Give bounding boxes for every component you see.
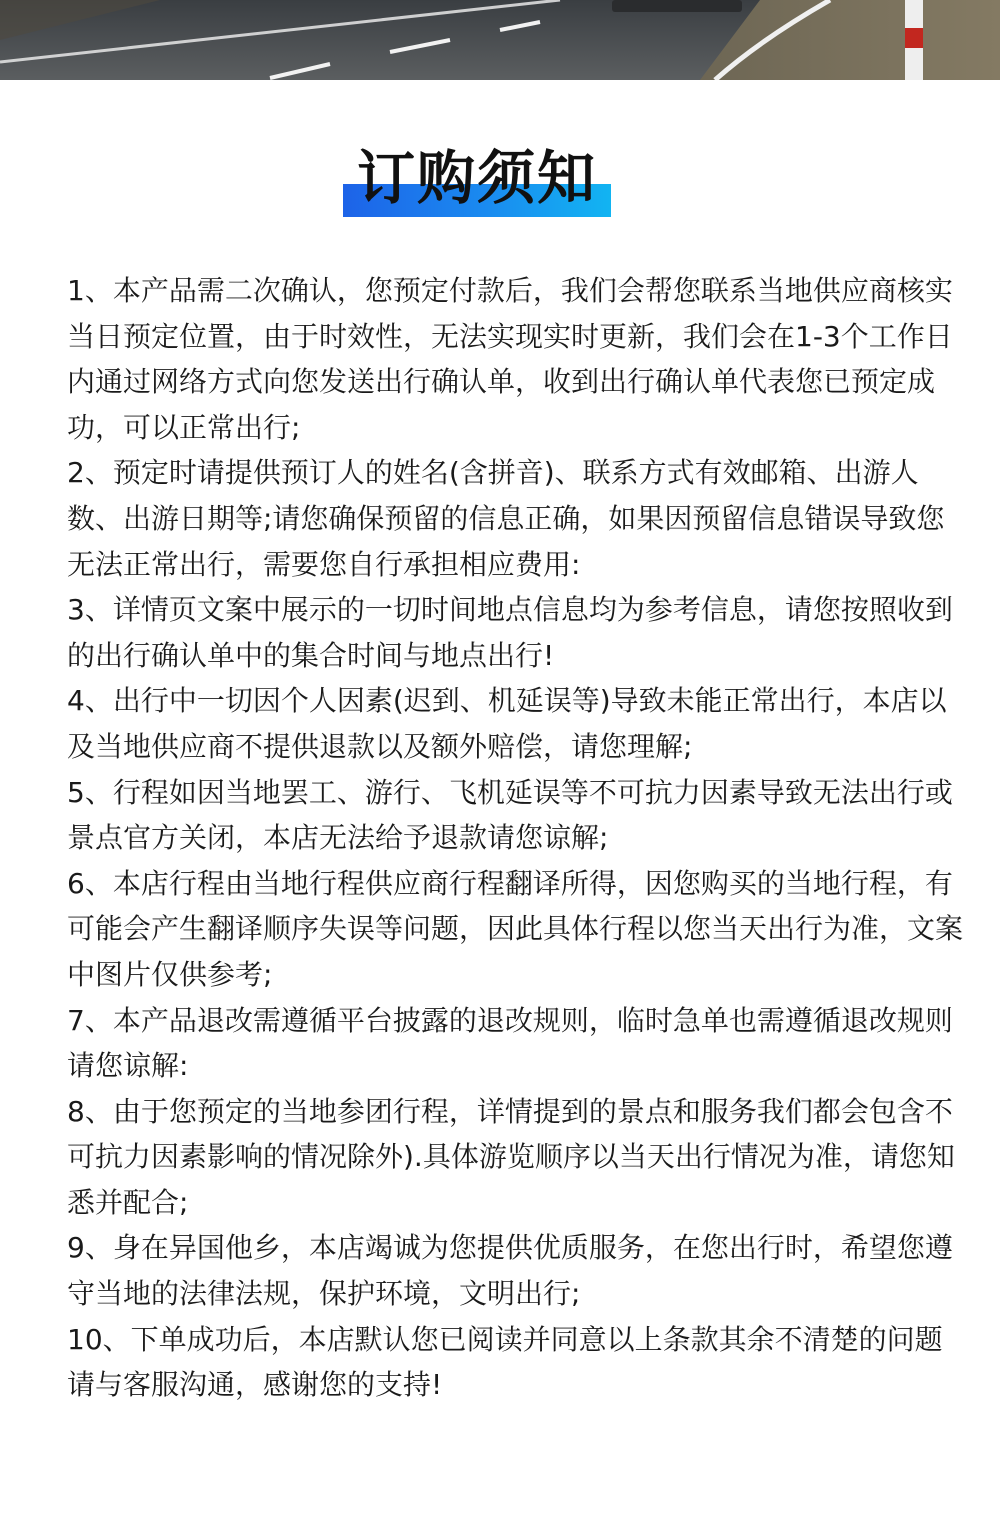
notice-item-1: 1、本产品需二次确认，您预定付款后，我们会帮您联系当地供应商核实当日预定位置，由于时效性，无法实现实时更新，我们会在1-3个工作日内通过网络方式向您发送出行确认单，收到出行确认单代表您已预定成功，可以正常出行; — [67, 274, 953, 444]
notice-item-9: 9、身在异国他乡，本店竭诚为您提供优质服务，在您出行时，希望您遵守当地的法律法规，保护环境，文明出行; — [67, 1231, 953, 1311]
road-banner-image — [0, 0, 1000, 80]
notice-item-4: 4、出行中一切因个人因素(迟到、机延误等)导致未能正常出行，本店以及当地供应商不提供退款以及额外赔偿，请您理解; — [67, 684, 947, 763]
notice-item-3: 3、详情页文案中展示的一切时间地点信息均为参考信息，请您按照收到的出行确认单中的集合时间与地点出行! — [67, 593, 953, 672]
section-heading — [0, 140, 1000, 220]
notice-item-8: 8、由于您预定的当地参团行程，详情提到的景点和服务我们都会包含不可抗力因素影响的情况除外).具体游览顺序以当天出行情况为准，请您知悉并配合; — [67, 1094, 955, 1219]
page-title: 订购须知 — [356, 144, 597, 212]
notice-item-7: 7、本产品退改需遵循平台披露的退改规则，临时急单也需遵循退改规则请您谅解: — [67, 1003, 953, 1083]
notice-list — [67, 268, 967, 1408]
notice-item-2: 2、预定时请提供预订人的姓名(含拼音)、联系方式有效邮箱、出游人数、出游日期等;请您确保预留的信息正确，如果因预留信息错误导致您无法正常出行，需要您自行承担相应费用: — [67, 456, 945, 581]
road-photo — [0, 0, 1000, 80]
notice-item-6: 6、本店行程由当地行程供应商行程翻译所得，因您购买的当地行程，有可能会产生翻译顺序失误等问题，因此具体行程以您当天出行为准，文案中图片仅供参考; — [67, 866, 964, 991]
notice-item-5: 5、行程如因当地罢工、游行、飞机延误等不可抗力因素导致无法出行或景点官方关闭，本店无法给予退款请您谅解; — [67, 775, 953, 855]
notice-item-10: 10、下单成功后，本店默认您已阅读并同意以上条款其余不清楚的问题请与客服沟通，感谢您的支持! — [67, 1322, 943, 1402]
